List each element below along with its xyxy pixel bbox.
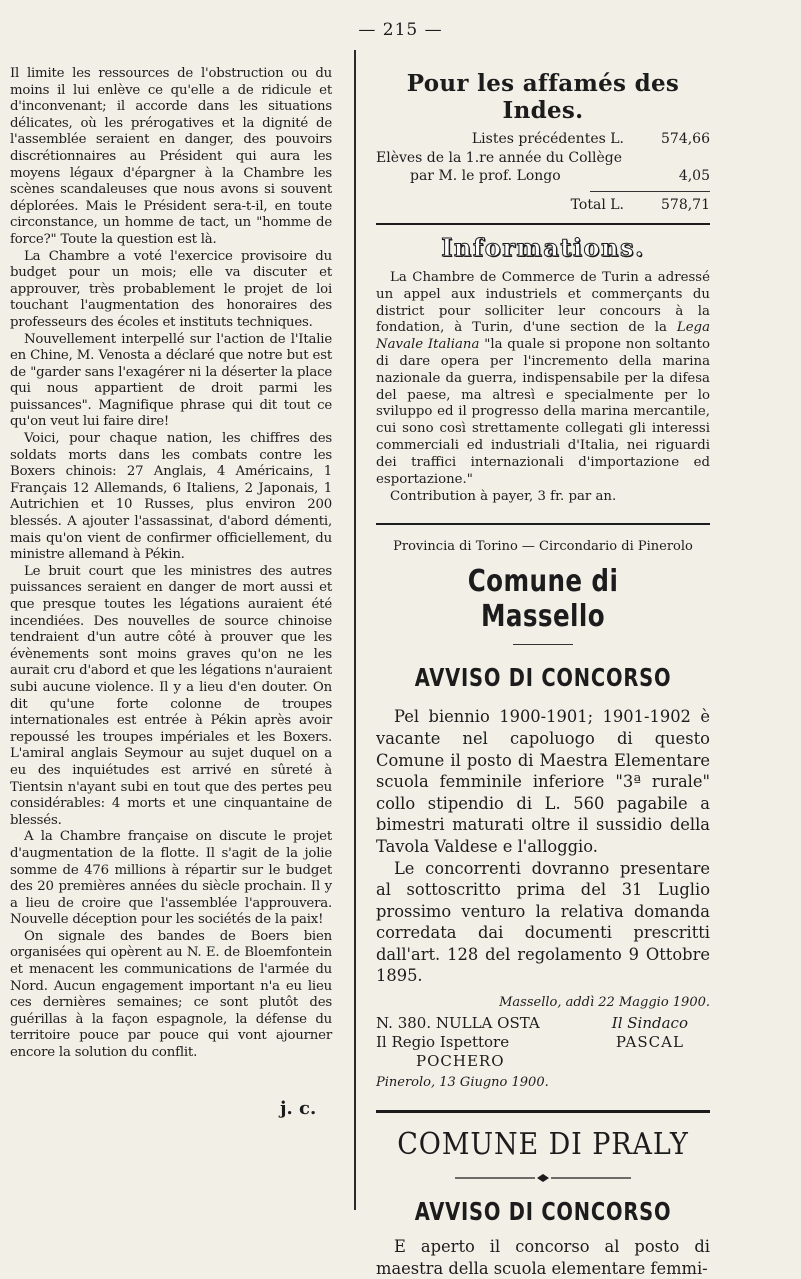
- ornament-rule: [376, 1168, 710, 1187]
- previous-lists-amount: 574,66: [661, 131, 710, 147]
- news-paragraph: Il limite les ressources de l'obstruction ou du moins il lui enlève ce qu'elle a de ridicule et d'inconvenant; il accorde dans les situations délicates, où les prérogatives et la dignité de l'assemblée seraient en danger, des pouvoirs discrétionnaires au Président qui aura les moyens légaux d'épargner à la Chambre les scènes scandaleuses que nous avons si souvent déplorées. Mais le Président sera-t-il, en toute circonstance, un homme de tact, un "homme de force?" Toute la question est là.: [10, 66, 332, 247]
- pupils-amount: 4,05: [678, 168, 710, 184]
- sindaco-name: PASCAL: [615, 1033, 684, 1052]
- section-divider: [376, 523, 710, 525]
- pupils-teacher: par M. le prof. Longo: [410, 168, 561, 184]
- news-paragraph: Le bruit court que les ministres des autres puissances seraient en danger de mort aussi et que presque toutes les légations auraient été incendiées. Des nouvelles de source chinoise tendraient d'un autre côté à prouver que les évènements sont moins graves qu'on ne les aurait cru d'abord et que les légations n'auraient subi aucune violence. Il y a lieu d'en douter. On dit qu'une forte colonne de troupes internationales est entrée à Pékin après avoir repoussé les troupes impériales et les Boxers. L'amiral anglais Seymour au sujet duquel on a eu des inquiétudes est arrivé en sûreté à Tientsin n'ayant subi en tout que des pertes peu considérables: 4 morts et une cinquantaine de blessés.: [10, 563, 332, 828]
- praly-paragraph: E aperto il concorso al posto di maestra della scuola elementare femmi-: [376, 1237, 710, 1278]
- pupils-contribution: [376, 149, 710, 185]
- nulla-osta: N. 380. NULLA OSTA: [376, 1014, 540, 1033]
- section-divider: [376, 1110, 710, 1113]
- total-line: [376, 196, 710, 215]
- author-signature: j. c.: [280, 1098, 317, 1119]
- famine-title: Pour les affamés des Indes.: [406, 70, 680, 124]
- news-paragraph: La Chambre a voté l'exercice provisoire du budget pour un mois; elle va discuter et approuver, très probablement le projet de loi touchant l'augmentation des honoraires des professeurs des écoles et instituts techniques.: [10, 248, 332, 330]
- praly-title: COMUNE DI PRALY: [397, 1127, 689, 1163]
- pinerolo-date: Pinerolo, 13 Giugno 1900.: [376, 1075, 549, 1091]
- contribution-note: Contribution à payer, 3 fr. par an.: [390, 489, 617, 505]
- sindaco-label: Il Sindaco: [611, 1014, 688, 1033]
- informations-title: Informations.: [441, 233, 645, 262]
- informations-section: [376, 233, 710, 505]
- province-line: Provincia di Torino — Circondario di Pinerolo: [393, 539, 693, 555]
- massello-notice: [376, 539, 710, 1090]
- massello-avviso-heading: AVVISO DI CONCORSO: [414, 663, 672, 693]
- massello-paragraph: Le concorrenti dovranno presentare al sottoscritto prima del 31 Luglio prossimo venturo la relativa domanda corredata dai documenti prescritti dall'art. 128 del regolamento 9 Ottobre 1895.: [376, 858, 710, 986]
- massello-place-date: Massello, addì 22 Maggio 1900.: [499, 995, 710, 1011]
- pupils-line: Elèves de la 1.re année du Collège: [376, 150, 623, 166]
- massello-paragraph: Pel biennio 1900-1901; 1901-1902 è vacante nel capoluogo di questo Comune il posto di Maestra Elementare scuola femminile inferiore "3ª rurale" collo stipendio di L. 560 pagabile a bimestri maturati oltre il sussidio della Tavola Valdese e l'alloggio.: [376, 707, 710, 856]
- ornament-rule-icon: [453, 1173, 633, 1183]
- informations-text: La Chambre de Commerce de Turin a adressé un appel aux industriels et commerçants du district pour solliciter leur concours à la fondation, à Turin, d'une section de la Lega Navale Italiana "la quale si propone non soltanto di dare opera per l'incremento della marina nazionale da guerra, indispensabile per la difesa del paese, ma altresì e specialmente per lo sviluppo ed il progresso della marina mercantile, cui sono così strettamente collegati gli interessi commerciali ed industriali d'Italia, nei riguardi dei traffici internazionali d'importazione ed esportazione.": [376, 270, 710, 487]
- ispettore-name: POCHERO: [416, 1052, 505, 1071]
- massello-title: Comune di Massello: [467, 564, 619, 635]
- news-paragraph: Nouvellement interpellé sur l'action de l'Italie en Chine, M. Venosta a déclaré que notre but est de "garder sans l'exagérer ni la déserter la place qui nous appartient de droit parmi les puissances". Magnifique phrase qui dit tout ce qu'on veut lui faire dire!: [10, 331, 332, 430]
- previous-lists-line: [376, 130, 710, 149]
- notices-column: [376, 60, 710, 1279]
- title-rule: [513, 644, 573, 645]
- column-divider: [354, 50, 356, 1210]
- news-column: [10, 66, 332, 1062]
- total-label: Total L.: [570, 197, 624, 213]
- praly-avviso-heading: AVVISO DI CONCORSO: [414, 1197, 672, 1227]
- section-divider: [376, 223, 710, 225]
- signatures: [376, 1014, 710, 1071]
- page-number: — 215 —: [358, 20, 443, 40]
- lega-navale-name: Lega Navale Italiana: [376, 320, 710, 353]
- news-paragraph: A la Chambre française on discute le projet d'augmentation de la flotte. Il s'agit de la jolie somme de 476 millions à répartir sur le budget des 20 premières années du siècle prochain. Il y a lieu de croire que l'assemblée l'approuvera. Nouvelle déception pour les sociétés de la paix!: [10, 829, 332, 928]
- ispettore-label: Il Regio Ispettore: [376, 1033, 510, 1052]
- news-paragraph: On signale des bandes de Boers bien organisées qui opèrent au N. E. de Bloemfontein et menacent les communications de l'armée du Nord. Aucun engagement important n'a eu lieu ces dernières semaines; ce sont plutôt des guérillas à la façon espagnole, la défense du territoire pouce par pouce qui vont ajourner encore la solution du conflit.: [10, 928, 332, 1061]
- total-amount: 578,71: [661, 197, 710, 213]
- total-rule: [590, 191, 710, 192]
- famine-fund: [376, 70, 710, 215]
- previous-lists-label: Listes précédentes L.: [471, 131, 624, 147]
- praly-notice: [376, 1127, 710, 1279]
- news-paragraph: Voici, pour chaque nation, les chiffres des soldats morts dans les combats contre les Boxers chinois: 27 Anglais, 4 Américains, 1 Français 12 Allemands, 6 Italiens, 2 Japonais, 1 Autrichien et 10 Russes, plus environ 200 blessés. A ajouter l'assassinat, d'abord démenti, mais qu'on vient de confirmer officiellement, du ministre allemand à Pékin.: [10, 431, 332, 563]
